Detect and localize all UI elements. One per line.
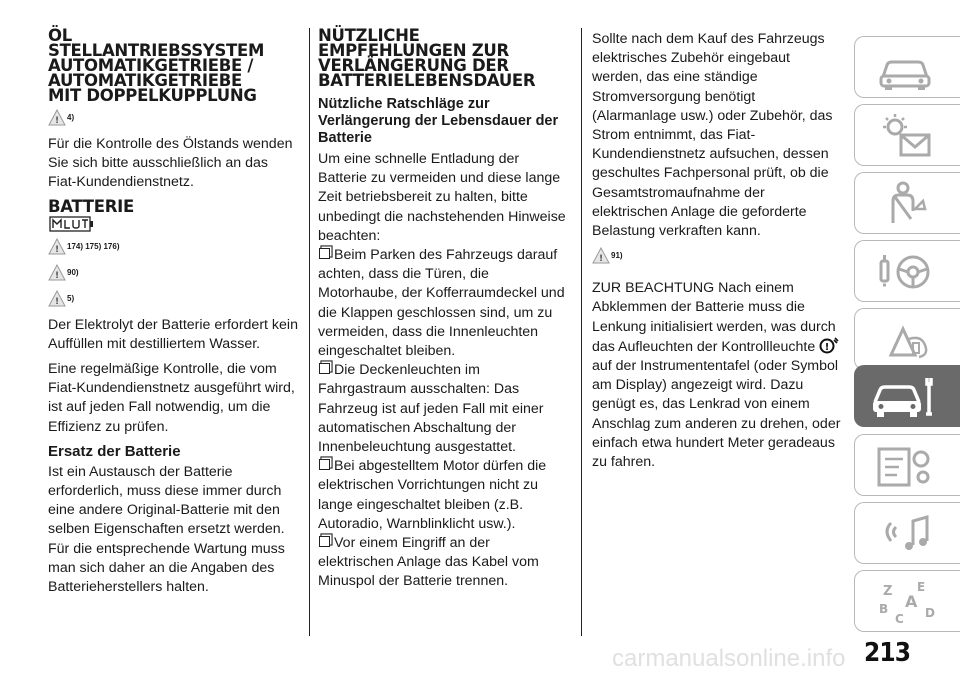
svg-text:!: ! bbox=[598, 254, 604, 265]
svg-text:E: E bbox=[917, 580, 926, 594]
svg-text:B: B bbox=[879, 602, 889, 616]
bullet-box-icon bbox=[319, 459, 330, 470]
warning-triangle-icon bbox=[48, 264, 66, 281]
svg-text:!: ! bbox=[54, 116, 60, 126]
paragraph: Um eine schnelle Entladung der Batterie zu vermeiden und diese lange Zeit betriebsbereit zu halten, bitte unbedingt die nachstehenden Hinweise beachten: bbox=[318, 151, 566, 244]
svg-text:!: ! bbox=[54, 244, 60, 255]
battery-label-row bbox=[48, 214, 298, 236]
paragraph: Eine regelmäßige Kontrolle, die vom Fiat-Kundendienstnetz ausgeführt wird, ist auf jeden Fall notwendig, um die Effizienz zu prüfen. bbox=[48, 361, 295, 435]
subheading: Ersatz der Batterie bbox=[48, 442, 181, 460]
nav-tab-warnings[interactable] bbox=[854, 104, 960, 166]
light-message-icon bbox=[869, 111, 941, 161]
warning-triangle-icon bbox=[48, 290, 66, 307]
warning-ref: ! 91) bbox=[592, 247, 842, 277]
svg-text:!: ! bbox=[824, 341, 830, 353]
paragraph: Ist ein Austausch der Batterie erforderlich, muss diese immer durch eine andere Original-Batterie mit den selben Eigenschaften ersetzt werden. Für die entsprechende Wartung muss man sich daher an die Angaben des Batterieherstellers halten. bbox=[48, 463, 285, 596]
paragraph: ZUR BEACHTUNG Nach einem Abklemmen der Batterie muss die Lenkung initialisiert werden, was durch das Aufleuchten der Kontrollleuchte ! auf der Instrumententafel (oder Symbol am Display) angezeigt wird. Dazu genügt es, das Lenkrad von einem Anschlag zum anderen zu drehen, oder einfach etwa hundert Meter geradeaus zu fahren. bbox=[592, 280, 841, 471]
nav-tab-emergency[interactable] bbox=[854, 308, 960, 370]
column-divider-2 bbox=[581, 28, 582, 636]
svg-text:Z: Z bbox=[883, 584, 893, 599]
seatbelt-safety-icon bbox=[869, 179, 941, 229]
warning-triangle-icon bbox=[592, 247, 610, 264]
list-item: Bei abgestelltem Motor dürfen die elektrischen Vorrichtungen nicht zu lange eingeschaltet bleiben (z.B. Autoradio, Warnblinklicht usw.). bbox=[318, 458, 547, 532]
steering-warning-icon bbox=[819, 337, 839, 354]
nav-tab-safety[interactable] bbox=[854, 172, 960, 234]
page-number: 213 bbox=[864, 638, 911, 668]
bullet-box-icon bbox=[319, 248, 330, 259]
warning-ref: ! 174) 175) 176) bbox=[48, 238, 298, 262]
column-1 bbox=[48, 28, 298, 603]
list-item: Vor einem Eingriff an der elektrischen Anlage das Kabel vom Minuspol der Batterie trennen. bbox=[318, 535, 539, 590]
alphabet-index-icon bbox=[869, 577, 941, 627]
list-item: Beim Parken des Fahrzeugs darauf achten, dass die Türen, die Motorhaube, der Kofferraumdeckel und die Klappen geschlossen sind, um zu vermeiden, dass die Innenleuchten eingeschaltet bleiben. bbox=[318, 247, 565, 360]
svg-text:!: ! bbox=[54, 296, 60, 307]
column-3 bbox=[592, 30, 842, 478]
svg-text:D: D bbox=[925, 606, 935, 620]
key-steering-wheel-icon bbox=[869, 247, 941, 297]
paragraph: Sollte nach dem Kauf des Fahrzeugs elektrisches Zubehör eingebaut werden, das eine ständige Stromversorgung benötigt (Alarmanlage usw.) oder Zubehör, das Strom entnimmt, das Fiat-Kundendienstnetz aufsuchen, dessen geschultes Fachpersonal prüft, ob die Gesamtstromaufnahme der elektrischen Anlage die geforderte Belastung verkraften kann. bbox=[592, 31, 833, 240]
svg-text:C: C bbox=[895, 612, 904, 626]
warning-ref: ! 5) bbox=[48, 290, 298, 314]
nav-tab-index[interactable] bbox=[854, 570, 960, 632]
nav-tab-driving[interactable] bbox=[854, 240, 960, 302]
section-heading-battery: BATTERIE bbox=[48, 196, 134, 216]
bullet-box-icon bbox=[319, 536, 330, 547]
warning-ref: ! 90) bbox=[48, 264, 298, 288]
column-2 bbox=[318, 28, 568, 592]
warning-triangle-icon bbox=[48, 109, 66, 126]
svg-text:A: A bbox=[905, 592, 918, 611]
nav-tab-dashboard[interactable] bbox=[854, 36, 960, 98]
nav-tab-maintenance[interactable] bbox=[854, 365, 960, 427]
warning-ref: ! 4) bbox=[48, 109, 298, 133]
section-heading-oil: ÖL STELLANTRIEBSSYSTEM AUTOMATIKGETRIEBE / AUTOMATIKGETRIEBE MIT DOPPELKUPPLUNG bbox=[48, 26, 265, 105]
nav-tab-multimedia[interactable] bbox=[854, 502, 960, 564]
car-dashboard-icon bbox=[869, 43, 941, 93]
nav-tab-technical-data[interactable] bbox=[854, 434, 960, 496]
subheading: Nützliche Ratschläge zur Verlängerung der Lebensdauer der Batterie bbox=[318, 96, 559, 146]
battery-cell-icon bbox=[48, 214, 96, 234]
list-item: Die Deckenleuchten im Fahrgastraum ausschalten: Das Fahrzeug ist auf jeden Fall mit einer automatischen Abschaltung der Innenbeleuchtung ausgestattet. bbox=[318, 362, 544, 456]
svg-text:!: ! bbox=[54, 270, 60, 281]
multimedia-icon bbox=[869, 509, 941, 559]
paragraph: Der Elektrolyt der Batterie erfordert kein Auffüllen mit destilliertem Wasser. bbox=[48, 316, 298, 352]
bullet-box-icon bbox=[319, 363, 330, 374]
spec-gears-icon bbox=[869, 441, 941, 491]
warning-triangle-icon bbox=[48, 238, 66, 255]
car-wrench-icon bbox=[869, 372, 941, 422]
emergency-icon bbox=[869, 315, 941, 365]
paragraph: Für die Kontrolle des Ölstands wenden Sie sich bitte ausschließlich an das Fiat-Kundendienstnetz. bbox=[48, 136, 293, 191]
section-heading-battery-life: NÜTZLICHE EMPFEHLUNGEN ZUR VERLÄNGERUNG DER BATTERIELEBENSDAUER bbox=[318, 26, 536, 90]
watermark: carmanualsonline.info bbox=[612, 645, 846, 672]
column-divider-1 bbox=[309, 28, 310, 636]
